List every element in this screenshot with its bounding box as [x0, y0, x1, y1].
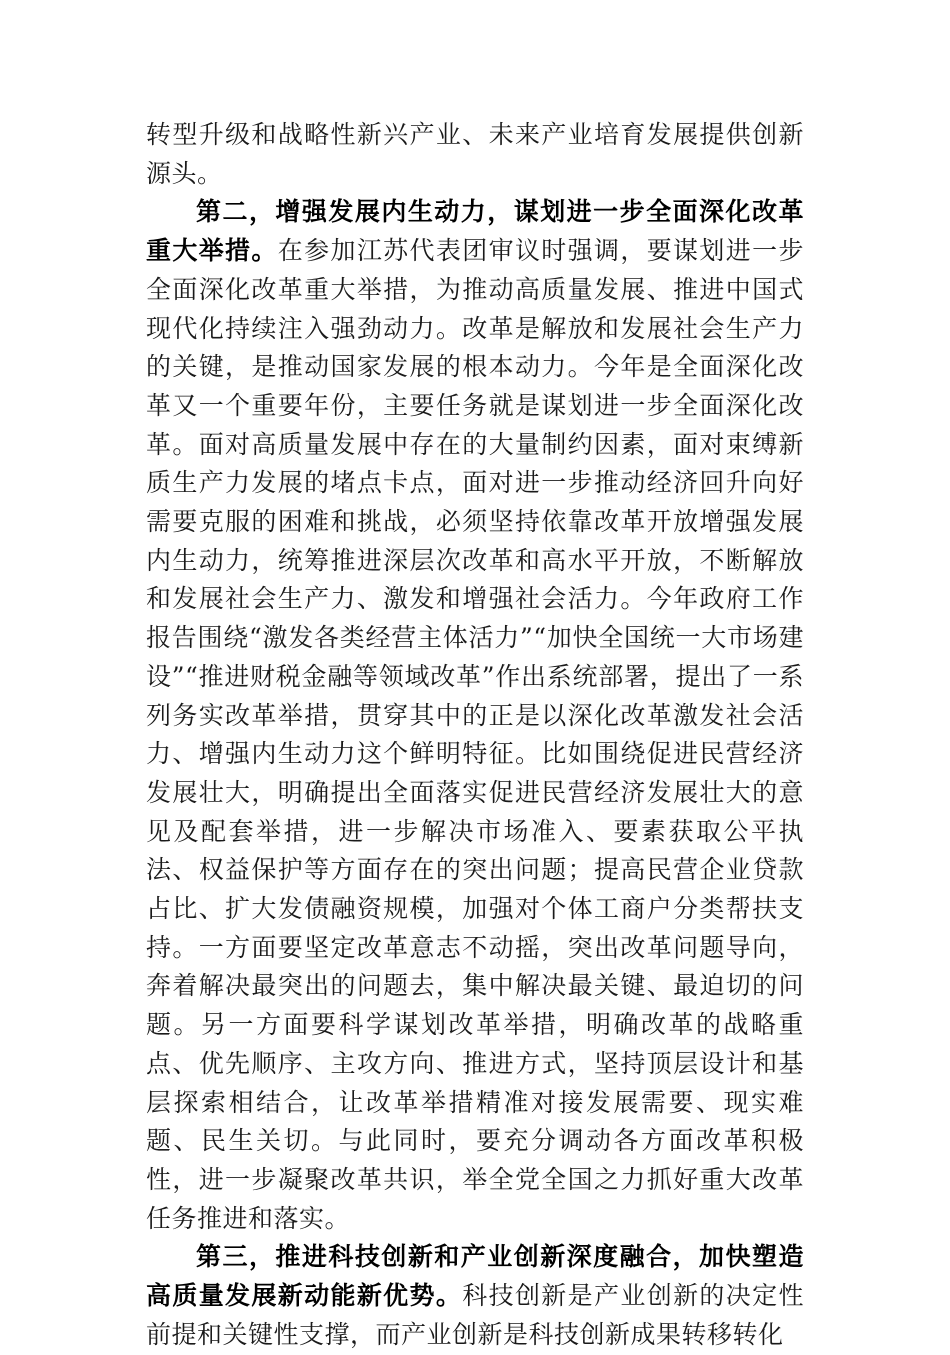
- document-body: [146, 116, 804, 1355]
- paragraph-lead: 第三，推进科技创新和产业创新深度融合，加快塑造高质量发展新动能新优势。: [146, 1242, 804, 1311]
- paragraph-continued: [146, 116, 804, 193]
- paragraph-body: 转型升级和战略性新兴产业、未来产业培育发展提供创新源头。: [146, 120, 804, 188]
- paragraph-body: 在参加江苏代表团审议时强调，要谋划进一步全面深化改革重大举措，为推动高质量发展、推进中国式现代化持续注入强劲动力。改革是解放和发展社会生产力的关键，是推动国家发展的根本动力。今年是全面深化改革又一个重要年份，主要任务就是谋划进一步全面深化改革。面对高质量发展中存在的大量制约因素，面对束缚新质生产力发展的堵点卡点，面对进一步推动经济回升向好需要克服的困难和挑战，必须坚持依靠改革开放增强发展内生动力，统筹推进深层次改革和高水平开放，不断解放和发展社会生产力、激发和增强社会活力。今年政府工作报告围绕“激发各类经营主体活力”“加快全国统一大市场建设”“推进财税金融等领域改革”作出系统部署，提出了一系列务实改革举措，贯穿其中的正是以深化改革激发社会活力、增强内生动力这个鲜明特征。比如围绕促进民营经济发展壮大，明确提出全面落实促进民营经济发展壮大的意见及配套举措，进一步解决市场准入、要素获取公平执法、权益保护等方面存在的突出问题；提高民营企业贷款占比、扩大发债融资规模，加强对个体工商户分类帮扶支持。一方面要坚定改革意志不动摇，突出改革问题导向，奔着解决最突出的问题去，集中解决最关键、最迫切的问题。另一方面要科学谋划改革举措，明确改革的战略重点、优先顺序、主攻方向、推进方式，坚持顶层设计和基层探索相结合，让改革举措精准对接发展需要、现实难题、民生关切。与此同时，要充分调动各方面改革积极性，进一步凝聚改革共识，举全党全国之力抓好重大改革任务推进和落实。: [146, 236, 804, 1233]
- paragraph-third: [146, 1238, 804, 1354]
- paragraph-lead: 第二，增强发展内生动力，谋划进一步全面深化改革重大举措。: [146, 197, 804, 266]
- paragraph-second: [146, 193, 804, 1238]
- paragraph-body: 科技创新是产业创新的决定性前提和关键性支撑，而产业创新是科技创新成果转移转化: [146, 1281, 804, 1349]
